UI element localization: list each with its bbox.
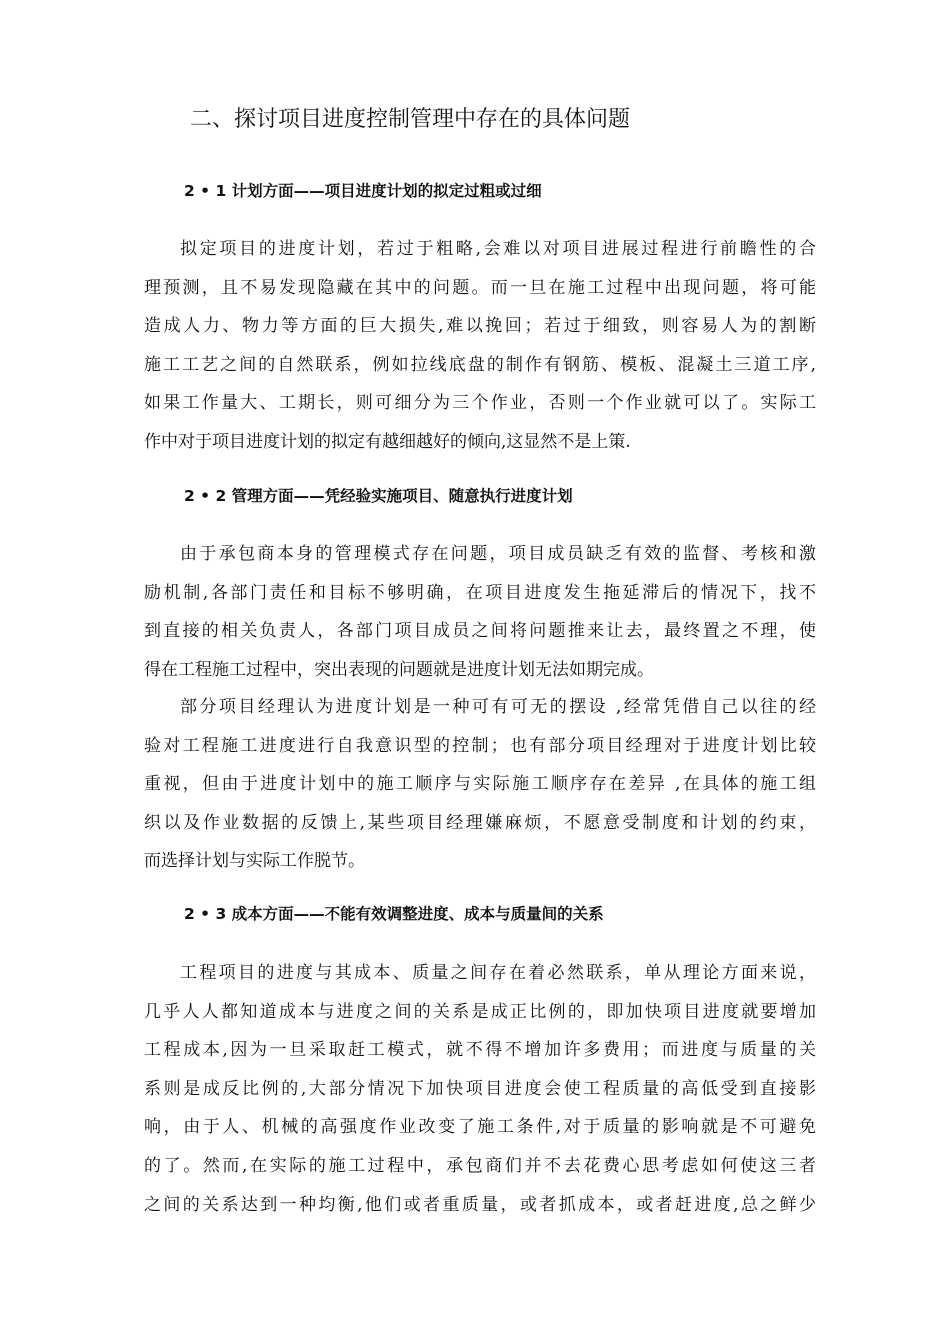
section-heading-2-1: 2 • 1 计划方面——项目进度计划的拟定过粗或过细 [184,182,542,200]
text-line: 之间的关系达到一种均衡,他们或者重质量，或者抓成本，或者赶进度,总之鲜少 [144,1194,816,1215]
chapter-heading: 二、探讨项目进度控制管理中存在的具体问题 [190,107,631,132]
paragraph-2-2-2 [144,688,816,881]
text-line: 由于承包商本身的管理模式存在问题，项目成员缺乏有效的监督、考核和激 [180,544,816,564]
text-line: 得在工程施工过程中，突出表现的问题就是进度计划无法如期完成。 [144,659,654,680]
section-heading-2-2: 2 • 2 管理方面——凭经验实施项目、随意执行进度计划 [184,487,573,505]
paragraph-2-2-1 [144,535,816,689]
text-line: 的了。然而,在实际的施工过程中，承包商们并不去花费心思考虑如何使这三者 [144,1155,816,1176]
text-line: 作中对于项目进度计划的拟定有越细越好的倾向,这显然不是上策. [144,431,631,452]
text-line: 施工工艺之间的自然联系，例如拉线底盘的制作有钢筋、模板、混凝土三道工序, [144,354,816,375]
text-line: 到直接的相关负责人，各部门项目成员之间将问题推来让去，最终置之不理，使 [144,621,816,642]
text-line: 重视，但由于进度计划中的施工顺序与实际施工顺序存在差异 ,在具体的施工组 [144,774,816,795]
section-heading-2-3: 2 • 3 成本方面——不能有效调整进度、成本与质量间的关系 [184,905,604,923]
text-line: 励机制,各部门责任和目标不够明确，在项目进度发生拖延滞后的情况下，找不 [144,582,816,603]
text-line: 验对工程施工进度进行自我意识型的控制；也有部分项目经理对于进度计划比较 [144,735,816,756]
text-line: 理预测，且不易发现隐藏在其中的问题。而一旦在施工过程中出现问题，将可能 [144,277,816,298]
text-line: 造成人力、物力等方面的巨大损失,难以挽回；若过于细致，则容易人为的割断 [144,316,816,337]
text-line: 如果工作量大、工期长，则可细分为三个作业，否则一个作业就可以了。实际工 [144,393,816,414]
text-line: 织以及作业数据的反馈上,某些项目经理嫌麻烦，不愿意受制度和计划的约束， [144,812,816,833]
text-line: 部分项目经理认为进度计划是一种可有可无的摆设 ,经常凭借自己以往的经 [180,697,816,717]
text-line: 而选择计划与实际工作脱节。 [144,851,365,872]
text-line: 响，由于人、机械的高强度作业改变了施工条件,对于质量的影响就是不可避免 [144,1117,816,1138]
text-line: 工程项目的进度与其成本、质量之间存在着必然联系，单从理论方面来说， [180,963,816,983]
text-line: 系则是成反比例的,大部分情况下加快项目进度会使工程质量的高低受到直接影 [144,1078,816,1099]
text-line: 几乎人人都知道成本与进度之间的关系是成正比例的，即加快项目进度就要增加 [144,1001,816,1022]
text-line: 工程成本,因为一旦采取赶工模式，就不得不增加许多费用；而进度与质量的关 [144,1040,816,1061]
paragraph-2-3-1 [144,954,816,1224]
text-line: 拟定项目的进度计划，若过于粗略,会难以对项目进展过程进行前瞻性的合 [180,239,816,259]
paragraph-2-1-1 [144,230,816,462]
